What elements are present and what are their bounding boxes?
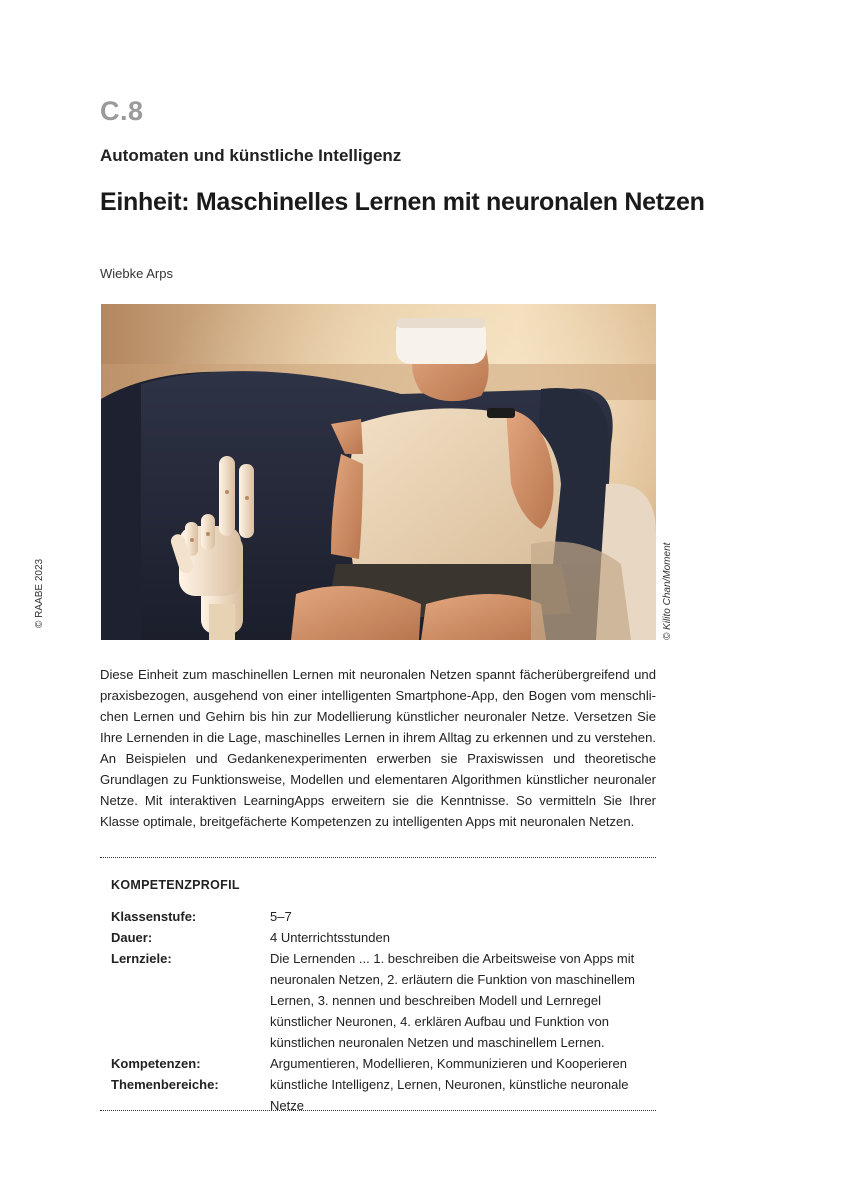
profile-row-lernziele xyxy=(111,948,651,1053)
cover-photo xyxy=(101,304,656,640)
profile-row-dauer xyxy=(111,927,651,948)
profile-row-kompetenzen xyxy=(111,1053,651,1074)
profile-label: Kompetenzen: xyxy=(111,1056,201,1071)
profile-label: Dauer: xyxy=(111,930,153,945)
profile-label: Themenbereiche: xyxy=(111,1077,219,1092)
divider-bottom xyxy=(100,1110,656,1111)
author-name: Wiebke Arps xyxy=(100,266,173,281)
profile-value: künstliche Intelligenz, Lernen, Neuronen, künstliche neuronale Netze xyxy=(270,1077,629,1113)
side-copyright: © RAABE 2023 xyxy=(34,558,45,628)
profile-label: Klassenstufe: xyxy=(111,909,197,924)
competence-profile xyxy=(111,906,651,1116)
section-code: C.8 xyxy=(100,96,144,126)
page-title: Einheit: Maschinelles Lernen mit neuronalen Netzen xyxy=(100,188,705,216)
profile-row-klassenstufe xyxy=(111,906,651,927)
divider-top xyxy=(100,857,656,858)
topic-heading: Automaten und künstliche Intelligenz xyxy=(100,146,402,165)
profile-value: Argumentieren, Modellieren, Kommunizieren und Kooperieren xyxy=(270,1056,627,1071)
intro-paragraph: Diese Einheit zum maschinellen Lernen mit neuronalen Netzen spannt fächerübergreifend und praxisbezogen, ausgehend von einer intelligenten Smartphone-App, den Bogen vom menschli-chen Lernen und Gehirn bis hin zur Modellierung künstlicher neuronaler Netze. Versetzen Sie Ihre Lernenden in die Lage, maschinelles Lernen in ihrem Alltag zu erkennen und zu verstehen. An Beispielen und Gedankenexperimenten erwerben sie Praxiswissen und theoretische Grundlagen zu Funktionsweise, Modellen und elementaren Algorithmen künstlicher neuronaler Netze. Mit interaktiven LearningApps erweitern sie die Kenntnisse. So vermitteln Sie Ihrer Klasse optimale, breitgefächerte Kompetenzen zu intelligenten Apps mit neuronalen Netzen. xyxy=(100,667,656,829)
profile-value: 5–7 xyxy=(270,909,292,924)
profile-heading: KOMPETENZPROFIL xyxy=(111,878,240,892)
profile-value: 4 Unterrichtsstunden xyxy=(270,930,390,945)
profile-value: Die Lernenden ... 1. beschreiben die Arbeitsweise von Apps mit neuronalen Netzen, 2. erläutern die Funktion von maschinellem Lernen, 3. nennen und beschreiben Modell und Lernregel künstlicher Neuronen, 4. erklären Aufbau und Funktion von künstlichen neuronalen Netzen und maschinellem Lernen. xyxy=(270,951,635,1050)
photo-credit: © Kilito Chan/Moment xyxy=(662,542,673,640)
profile-label: Lernziele: xyxy=(111,951,172,966)
